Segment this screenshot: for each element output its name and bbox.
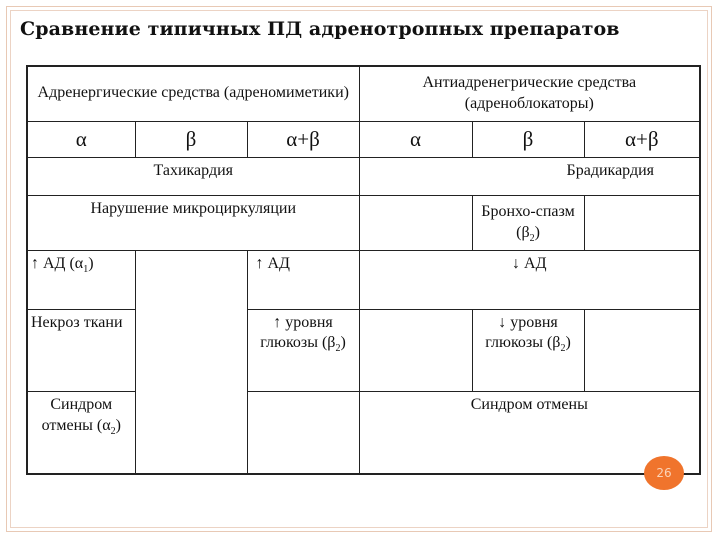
bp-up-alpha1-close: ) — [88, 255, 94, 273]
cell-empty — [135, 251, 247, 474]
cell-bp-down: ↓ АД — [359, 251, 700, 309]
cell-bronchospasm — [472, 196, 584, 251]
table-row — [27, 66, 700, 121]
cell-bp-up: ↑ АД — [247, 251, 359, 309]
cell-empty — [359, 309, 472, 391]
cell-empty — [247, 392, 359, 474]
receptor-alpha-agonist: α — [27, 121, 135, 157]
bp-up-alpha1-text: ↑ АД (α — [31, 255, 84, 273]
withdrawal-alpha2-subscript: 2 — [110, 426, 116, 438]
cell-empty — [584, 309, 700, 391]
page-number-badge: 26 — [644, 456, 684, 490]
header-antagonists: Антиадренегрические средства (адреноблокаторы) — [359, 66, 700, 121]
table-row — [27, 196, 700, 251]
slide-title: Сравнение типичных ПД адренотропных препаратов — [20, 18, 620, 40]
table-row — [27, 309, 700, 391]
glucose-down-text: ↓ уровня глюкозы (β — [485, 313, 561, 352]
glucose-up-text: ↑ уровня глюкозы (β — [260, 313, 336, 352]
receptor-beta-agonist: β — [135, 121, 247, 157]
receptor-beta-antagonist: β — [472, 121, 584, 157]
bronchospasm-text: Бронхо-спазм (β — [481, 202, 575, 241]
cell-necrosis: Некроз ткани — [27, 309, 135, 391]
header-agonists: Адренергические средства (адреномиметики) — [27, 66, 359, 121]
cell-empty — [359, 196, 472, 251]
cell-glucose-up — [247, 309, 359, 391]
cell-bradycardia: Брадикардия — [359, 157, 700, 195]
cell-tachycardia: Тахикардия — [27, 157, 359, 195]
cell-glucose-down — [472, 309, 584, 391]
table-row — [27, 251, 700, 309]
withdrawal-alpha2-text: Синдром отмены (α — [41, 396, 113, 434]
table-row — [27, 121, 700, 157]
cell-microcirculation: Нарушение микроциркуляции — [27, 196, 359, 251]
glucose-down-close: ) — [565, 334, 571, 352]
table-row — [27, 392, 700, 474]
comparison-table — [26, 65, 701, 475]
glucose-down-subscript: 2 — [560, 343, 566, 355]
glucose-up-subscript: 2 — [335, 343, 341, 355]
bp-up-alpha1-subscript: 1 — [83, 264, 89, 276]
withdrawal-alpha2-close: ) — [115, 416, 121, 434]
cell-empty — [584, 196, 700, 251]
table-row — [27, 157, 700, 195]
cell-bp-up-alpha1 — [27, 251, 135, 309]
cell-withdrawal-alpha2 — [27, 392, 135, 474]
receptor-alpha-antagonist: α — [359, 121, 472, 157]
bronchospasm-close: ) — [534, 223, 540, 241]
cell-withdrawal: Синдром отмены — [359, 392, 700, 474]
receptor-alpha-beta-antagonist: α+β — [584, 121, 700, 157]
receptor-alpha-beta-agonist: α+β — [247, 121, 359, 157]
bronchospasm-subscript: 2 — [529, 232, 535, 244]
glucose-up-close: ) — [340, 334, 346, 352]
